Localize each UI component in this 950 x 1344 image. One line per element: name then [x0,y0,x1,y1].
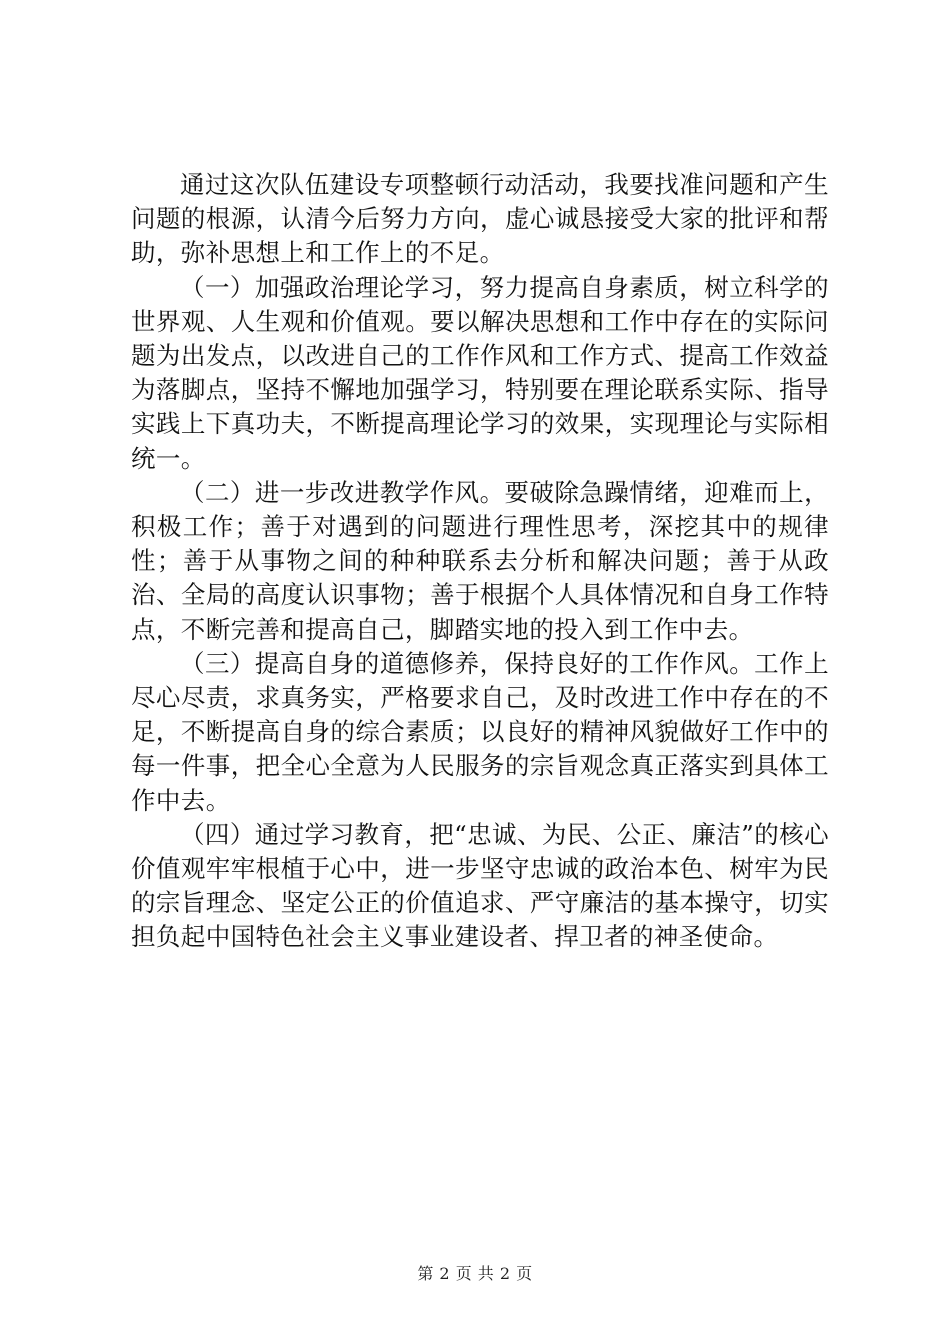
paragraph-section-3: （三）提高自身的道德修养，保持良好的工作作风。工作上尽心尽责，求真务实，严格要求自己，及时改进工作中存在的不足，不断提高自身的综合素质；以良好的精神风貌做好工作中的每一件事，把全心全意为人民服务的宗旨观念真正落实到具体工作中去。 [131,648,829,815]
page-footer: 第 2 页 共 2 页 [417,1264,533,1283]
paragraph-section-4: （四）通过学习教育，把“忠诚、为民、公正、廉洁”的核心价值观牢牢根植于心中，进一步坚守忠诚的政治本色、树牢为民的宗旨理念、坚定公正的价值追求、严守廉洁的基本操守，切实担负起中国特色社会主义事业建设者、捍卫者的神圣使命。 [131,819,829,952]
paragraph-section-2: （二）进一步改进教学作风。要破除急躁情绪，迎难而上，积极工作；善于对遇到的问题进行理性思考，深挖其中的规律性；善于从事物之间的种种联系去分析和解决问题；善于从政治、全局的高度认识事物；善于根据个人具体情况和自身工作特点，不断完善和提高自己，脚踏实地的投入到工作中去。 [131,477,829,644]
document-body [131,168,829,955]
paragraph-section-1: （一）加强政治理论学习，努力提高自身素质，树立科学的世界观、人生观和价值观。要以解决思想和工作中存在的实际问题为出发点，以改进自己的工作作风和工作方式、提高工作效益为落脚点，坚持不懈地加强学习，特别要在理论联系实际、指导实践上下真功夫，不断提高理论学习的效果，实现理论与实际相统一。 [131,272,829,473]
paragraph-intro: 通过这次队伍建设专项整顿行动活动，我要找准问题和产生问题的根源，认清今后努力方向，虚心诚恳接受大家的批评和帮助，弥补思想上和工作上的不足。 [131,170,829,268]
